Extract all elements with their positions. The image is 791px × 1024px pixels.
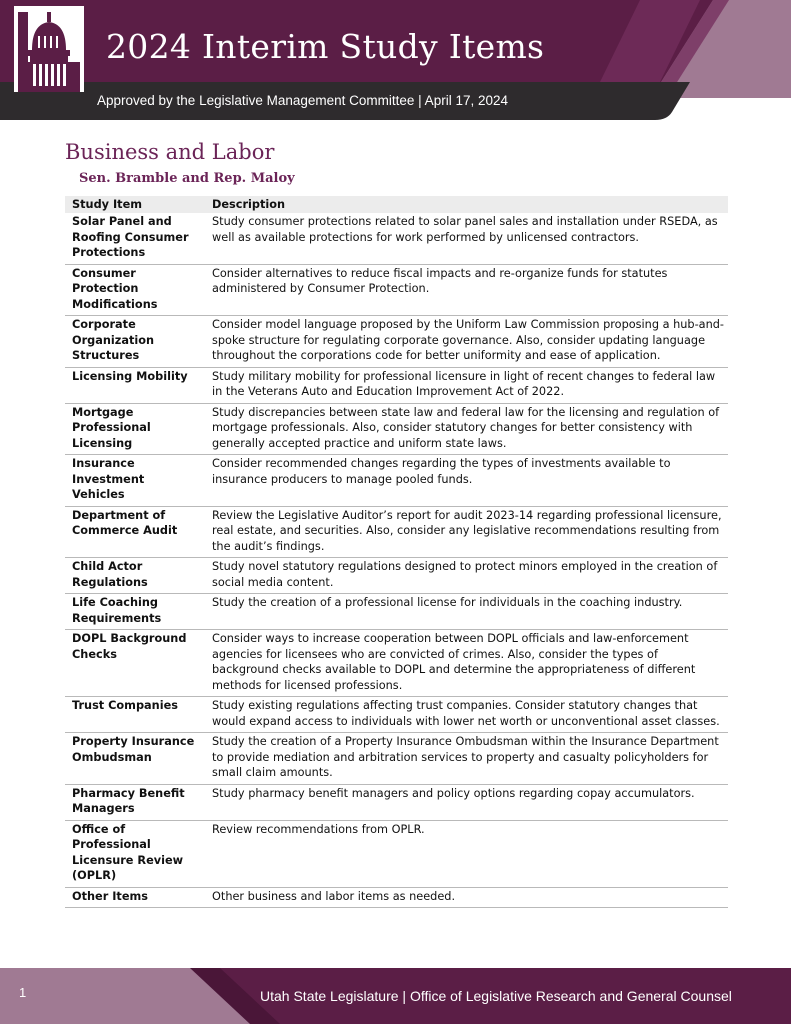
table-row	[65, 316, 728, 368]
study-item-name: Corporate Organization Structures	[65, 316, 205, 368]
study-item-description: Other business and labor items as needed.	[205, 887, 728, 908]
study-item-description: Study consumer protections related to solar panel sales and installation under RSEDA, as well as available protections for work performed by unlicensed contractors.	[205, 213, 728, 264]
column-header-description: Description	[205, 196, 728, 213]
study-item-description: Study novel statutory regulations designed to protect minors employed in the creation of social media content.	[205, 558, 728, 594]
section-sponsors: Sen. Bramble and Rep. Maloy	[79, 171, 295, 186]
capitol-dome-icon	[14, 6, 84, 92]
approval-subtitle: Approved by the Legislative Management Committee | April 17, 2024	[97, 93, 508, 108]
footer-organization: Utah State Legislature | Office of Legislative Research and General Counsel	[260, 988, 732, 1004]
table-header-row	[65, 196, 728, 213]
table-row	[65, 630, 728, 697]
study-item-name: Solar Panel and Roofing Consumer Protections	[65, 213, 205, 264]
study-item-name: Life Coaching Requirements	[65, 594, 205, 630]
column-header-study-item: Study Item	[65, 196, 205, 213]
study-item-name: Licensing Mobility	[65, 367, 205, 403]
study-item-name: Property Insurance Ombudsman	[65, 733, 205, 785]
table-row	[65, 697, 728, 733]
page-title: 2024 Interim Study Items	[106, 27, 545, 66]
study-item-name: Department of Commerce Audit	[65, 506, 205, 558]
study-item-description: Study military mobility for professional licensure in light of recent changes to federal law in the Veterans Auto and Education Improvement Act of 2022.	[205, 367, 728, 403]
table-row	[65, 403, 728, 455]
table-row	[65, 887, 728, 908]
study-item-description: Consider alternatives to reduce fiscal impacts and re-organize funds for statutes administered by Consumer Protection.	[205, 264, 728, 316]
page-number: 1	[19, 985, 27, 1000]
study-item-description: Consider recommended changes regarding the types of investments available to insurance producers to manage pooled funds.	[205, 455, 728, 507]
logo	[14, 6, 84, 92]
table-row	[65, 455, 728, 507]
study-item-description: Study the creation of a professional license for individuals in the coaching industry.	[205, 594, 728, 630]
study-item-description: Consider model language proposed by the Uniform Law Commission proposing a hub-and-spoke structure for regulating corporate governance. Also, consider updating language throughout the corporations code for better uniformity and ease of application.	[205, 316, 728, 368]
table-row	[65, 733, 728, 785]
table-row	[65, 820, 728, 887]
study-item-name: Other Items	[65, 887, 205, 908]
study-item-description: Study discrepancies between state law and federal law for the licensing and regulation of mortgage professionals. Also, consider statutory changes for better consistency with generally accepted practice and uniform state laws.	[205, 403, 728, 455]
table-row	[65, 506, 728, 558]
study-item-name: Consumer Protection Modifications	[65, 264, 205, 316]
study-item-description: Review the Legislative Auditor’s report for audit 2023-14 regarding professional licensure, real estate, and securities. Also, consider any legislative recommendations resulting from the audit’s findings.	[205, 506, 728, 558]
study-item-description: Study the creation of a Property Insurance Ombudsman within the Insurance Department to provide mediation and arbitration services to property and casualty policyholders for small claim amounts.	[205, 733, 728, 785]
study-item-name: Mortgage Professional Licensing	[65, 403, 205, 455]
study-item-description: Study pharmacy benefit managers and policy options regarding copay accumulators.	[205, 784, 728, 820]
study-item-description: Study existing regulations affecting trust companies. Consider statutory changes that would expand access to individuals with lower net worth or unconventional asset classes.	[205, 697, 728, 733]
study-item-name: Insurance Investment Vehicles	[65, 455, 205, 507]
study-item-name: Pharmacy Benefit Managers	[65, 784, 205, 820]
table-row	[65, 784, 728, 820]
study-item-name: Office of Professional Licensure Review (OPLR)	[65, 820, 205, 887]
section-title: Business and Labor	[65, 140, 275, 164]
table-row	[65, 367, 728, 403]
study-item-name: Trust Companies	[65, 697, 205, 733]
study-item-description: Consider ways to increase cooperation between DOPL officials and law-enforcement agencies for licensees who are convicted of crimes. Also, consider the types of background checks available to DOPL and determine the appropriateness of different methods for licensed professions.	[205, 630, 728, 697]
study-item-name: DOPL Background Checks	[65, 630, 205, 697]
table-row	[65, 558, 728, 594]
study-item-name: Child Actor Regulations	[65, 558, 205, 594]
table-row	[65, 594, 728, 630]
study-items-table	[65, 196, 728, 908]
table-row	[65, 213, 728, 264]
table-row	[65, 264, 728, 316]
study-item-description: Review recommendations from OPLR.	[205, 820, 728, 887]
